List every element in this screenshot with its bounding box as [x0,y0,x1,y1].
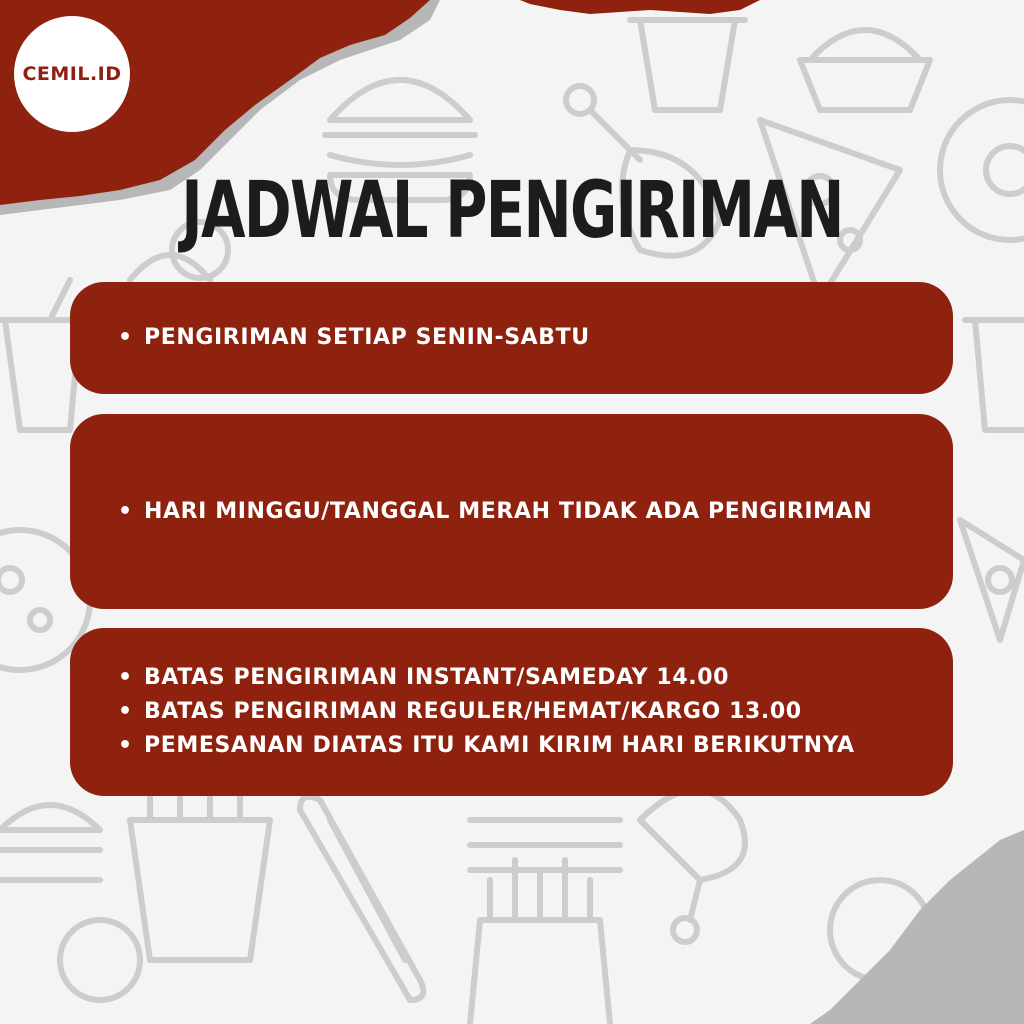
logo-text: CEMIL.ID [22,63,122,85]
list-item: • PEMESANAN DIATAS ITU KAMI KIRIM HARI BERIKUTNYA [118,729,909,763]
list-item: • BATAS PENGIRIMAN REGULER/HEMAT/KARGO 13.00 [118,695,909,729]
bullet-icon: • [118,498,133,524]
schedule-card-1 [70,282,953,394]
bullet-icon: • [118,699,133,724]
bullet-icon: • [118,665,133,690]
schedule-card-3 [70,628,953,796]
list-item: • BATAS PENGIRIMAN INSTANT/SAMEDAY 14.00 [118,661,909,695]
brand-logo [14,16,130,132]
bullet-icon: • [118,325,133,350]
list-item: • PENGIRIMAN SETIAP SENIN-SABTU [118,321,909,355]
schedule-card-2 [70,414,953,609]
bullet-icon: • [118,733,133,758]
page-title: JADWAL PENGIRIMAN [181,166,843,256]
list-item: • HARI MINGGU/TANGGAL MERAH TIDAK ADA PENGIRIMAN [118,495,909,529]
